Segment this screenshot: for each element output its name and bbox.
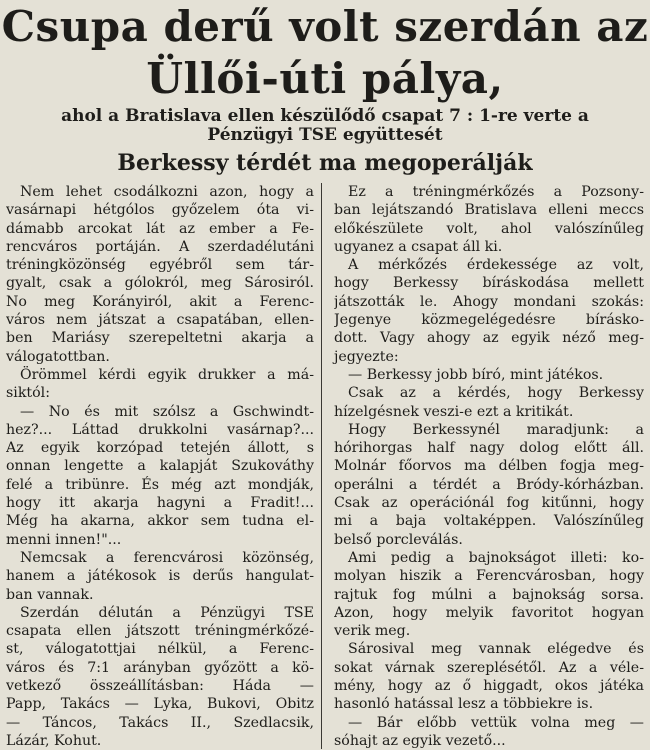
text-line: hez?... Láttad drukkolni vasárnap?... [6,421,314,438]
text-line: Jegenye közmegelégedésre bírásko- [334,312,644,329]
text-line: st, válogatottjai nélkül, a Ferenc- [6,641,314,658]
left-column [6,183,314,750]
text-line: ban vannak. [6,586,94,603]
text-line: sóhajt az egyik vezető... [334,732,506,749]
text-line: Örömmel kérdi egyik drukker a má- [20,366,314,383]
text-line: menni innen!"... [6,531,122,548]
text-line: Csak az operációnál fog kitűnni, hogy [334,495,644,512]
text-line: Azon, hogy melyik favoritot hogyan [334,604,644,621]
text-line: molyan hiszik a Ferencvárosban, hogy [334,568,644,585]
text-line: dámabb arcokat lát az ember a Fe- [6,220,314,237]
text-line: — Berkessy jobb bíró, mint játékos. [348,366,604,383]
text-line: város nem játszat a csapatában, ellen- [6,312,314,329]
text-line: hanem a játékosok is derűs hangulat- [6,568,314,585]
text-line: válogatottban. [6,348,110,365]
text-line: játszották le. Ahogy mondani szokás: [334,293,644,310]
text-line: Nemcsak a ferencvárosi közönség, [20,549,314,566]
text-line: Csak az a kérdés, hogy Berkessy [348,385,644,402]
text-line: csapata ellen játszott tréningmérkőzé- [6,623,314,640]
text-line: felé a tribünre. És még azt mondják, [6,476,314,493]
text-line: rajtuk fog múlni a bajnokság sorsa. [334,586,644,603]
text-line: ban lejátszandó Bratislava elleni meccs [334,202,644,219]
text-line: Molnár főorvos ma délben fogja meg- [334,458,644,475]
text-line: A mérkőzés érdekessége az volt, [348,257,644,274]
text-line: tréningközönség egyébről sem tár- [6,257,314,274]
text-line: Az egyik korzópad tetején állott, s [6,440,314,457]
text-line: No meg Korányiról, akit a Ferenc- [6,293,314,310]
text-line: hogy itt akarja hagyni a Fradit!... [6,495,314,512]
text-line: — No és mit szólsz a Gschwindt- [20,403,314,420]
text-line: sokat várnak szereplésétől. Az a véle- [334,659,644,676]
text-line: Nem lehet csodálkozni azon, hogy a [20,184,314,200]
text-line: ben Mariásy szerepeltetni akarja a [6,330,314,347]
text-line: dott. Vagy ahogy az egyik néző meg- [334,330,644,347]
text-line: Szerdán délután a Pénzügyi TSE [20,604,314,621]
text-line: hórihorgas half nagy dolog előtt áll. [334,440,644,457]
text-line: rencváros portáján. A szerdadélutáni [6,238,314,255]
secondary-headline: Berkessy térdét ma megoperálják [117,150,533,176]
text-line: hízelgésnek veszi-e ezt a kritikát. [334,403,574,420]
text-line: vetkező összeállításban: Háda — [6,678,314,695]
text-line: gyalt, csak a gólokról, meg Sárosiról. [6,275,314,292]
text-line: — Bár előbb vettük volna meg — [348,714,644,731]
text-line: belső porcleválás. [334,531,463,548]
text-line: Ami pedig a bajnokságot illeti: ko- [348,549,644,566]
text-line: ugyanez a csapat áll ki. [334,238,503,255]
subheadline-line-1: ahol a Bratislava ellen készülődő csapat 7 : 1-re verte a [61,106,589,126]
headline-line-1: Csupa derű volt szerdán az [1,2,649,51]
text-line: Lázár, Kohut. [6,732,102,749]
text-line: verik meg. [334,623,411,640]
text-line: vasárnapi hétgólos győzelem óta vi- [6,202,314,219]
headline-line-2: Üllői-úti pálya, [146,54,504,103]
text-line: siktól: [6,385,50,402]
text-line: — Táncos, Takács II., Szedlacsik, [6,714,314,731]
text-line: onnan lengette a kalapját Szukováthy [6,458,314,475]
right-column [334,183,644,750]
text-line: operálni a térdét a Bródy-kórházban. [334,476,644,493]
text-line: Hogy Berkessynél maradjunk: a [348,421,644,438]
text-line: Sárosival meg vannak elégedve és [348,641,644,658]
text-line: Ez a tréningmérkőzés a Pozsony- [348,184,644,200]
text-line: hasonló hatással lesz a többiekre is. [334,696,594,713]
text-line: Papp, Takács — Lyka, Bukovi, Obitz [6,696,314,713]
column-divider [321,183,322,749]
text-line: jegyezte: [334,348,399,365]
text-line: város és 7:1 arányban győzött a kö- [6,659,314,676]
text-line: előkészülete volt, ahol valószínűleg [334,220,644,237]
text-line: Még ha akarna, akkor sem tudna el- [6,513,314,530]
text-line: mi a baja voltaképpen. Valószínűleg [334,513,644,530]
text-line: hogy Berkessy bíráskodása mellett [334,275,644,292]
text-line: mény, hogy az ő higgadt, okos játéka [334,678,644,695]
subheadline-line-2: Pénzügyi TSE együttesét [207,125,443,145]
